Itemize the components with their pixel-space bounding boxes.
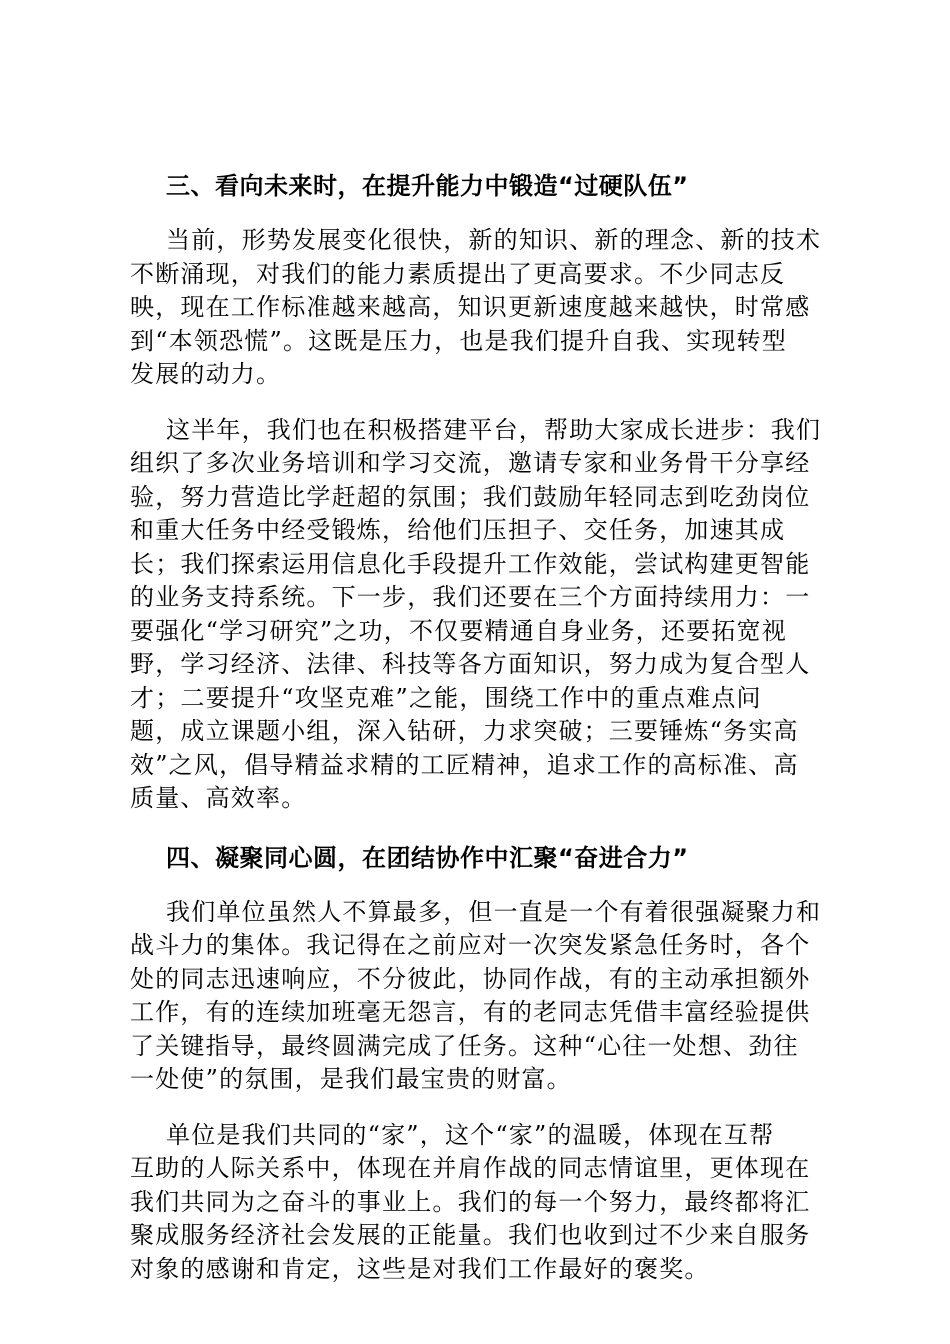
text-line: 不断涌现，对我们的能力素质提出了更高要求。不少同志反: [130, 259, 786, 288]
text-line: 工作，有的连续加班毫无怨言，有的老同志凭借丰富经验提供: [130, 998, 811, 1026]
text-line: 要强化“学习研究”之功，不仅要精通自身业务，还要拓宽视: [130, 616, 787, 645]
text-line: 的业务支持系统。下一步，我们还要在三个方面持续用力：一: [130, 583, 811, 611]
text-line: 野，学习经济、法律、科技等各方面知识，努力成为复合型人: [130, 650, 811, 678]
section-4-paragraph-1: [130, 896, 830, 1097]
text-line: 我们共同为之奋斗的事业上。我们的每一个努力，最终都将汇: [130, 1187, 811, 1216]
text-line: 长；我们探索运用信息化手段提升工作效能，尝试构建更智能: [130, 549, 811, 578]
text-line: 处的同志迅速响应，不分彼此，协同作战，有的主动承担额外: [130, 964, 811, 993]
text-line: 聚成服务经济社会发展的正能量。我们也收到过不少来自服务: [130, 1221, 811, 1249]
text-line: 当前，形势发展变化很快，新的知识、新的理念、新的技术: [166, 226, 822, 254]
section-4-heading: 四、凝聚同心圆，在团结协作中汇聚“奋进合力”: [166, 843, 689, 872]
text-line: 这半年，我们也在积极搭建平台，帮助大家成长进步：我们: [166, 415, 822, 444]
text-line: 单位是我们共同的“家”，这个“家”的温暖，体现在互帮: [166, 1120, 775, 1149]
text-line: 验，努力营造比学赶超的氛围；我们鼓励年轻同志到吃劲岗位: [130, 482, 811, 511]
section-4-paragraph-2: [130, 1119, 830, 1287]
section-3-paragraph-2: [130, 414, 830, 816]
text-line: 组织了多次业务培训和学习交流，邀请专家和业务骨干分享经: [130, 449, 811, 477]
text-line: 才；二要提升“攻坚克难”之能，围绕工作中的重点难点问: [130, 683, 762, 712]
text-line: 映，现在工作标准越来越高，知识更新速度越来越快，时常感: [130, 293, 811, 321]
section-3-heading: 三、看向未来时，在提升能力中锻造“过硬队伍”: [166, 172, 689, 200]
text-line: 一处使”的氛围，是我们最宝贵的财富。: [130, 1065, 572, 1093]
text-line: 到“本领恐慌”。这既是压力，也是我们提升自我、实现转型: [130, 326, 787, 355]
text-line: 我们单位虽然人不算最多，但一直是一个有着很强凝聚力和: [166, 897, 822, 926]
text-line: 互助的人际关系中，体现在并肩作战的同志情谊里，更体现在: [130, 1154, 811, 1182]
text-line: 和重大任务中经受锻炼，给他们压担子、交任务，加速其成: [130, 516, 786, 544]
text-line: 了关键指导，最终圆满完成了任务。这种“心往一处想、劲往: [130, 1031, 799, 1060]
text-line: 题，成立课题小组，深入钻研，力求突破；三要锤炼“务实高: [130, 717, 799, 745]
text-line: 效”之风，倡导精益求精的工匠精神，追求工作的高标准、高: [130, 750, 799, 779]
section-3-paragraph-1: [130, 224, 830, 392]
text-line: 战斗力的集体。我记得在之前应对一次突发紧急任务时，各个: [130, 931, 811, 959]
text-line: 质量、高效率。: [130, 784, 307, 812]
text-line: 对象的感谢和肯定，这些是对我们工作最好的褒奖。: [130, 1254, 710, 1283]
text-line: 发展的动力。: [130, 360, 282, 388]
document-body: [130, 166, 830, 1308]
